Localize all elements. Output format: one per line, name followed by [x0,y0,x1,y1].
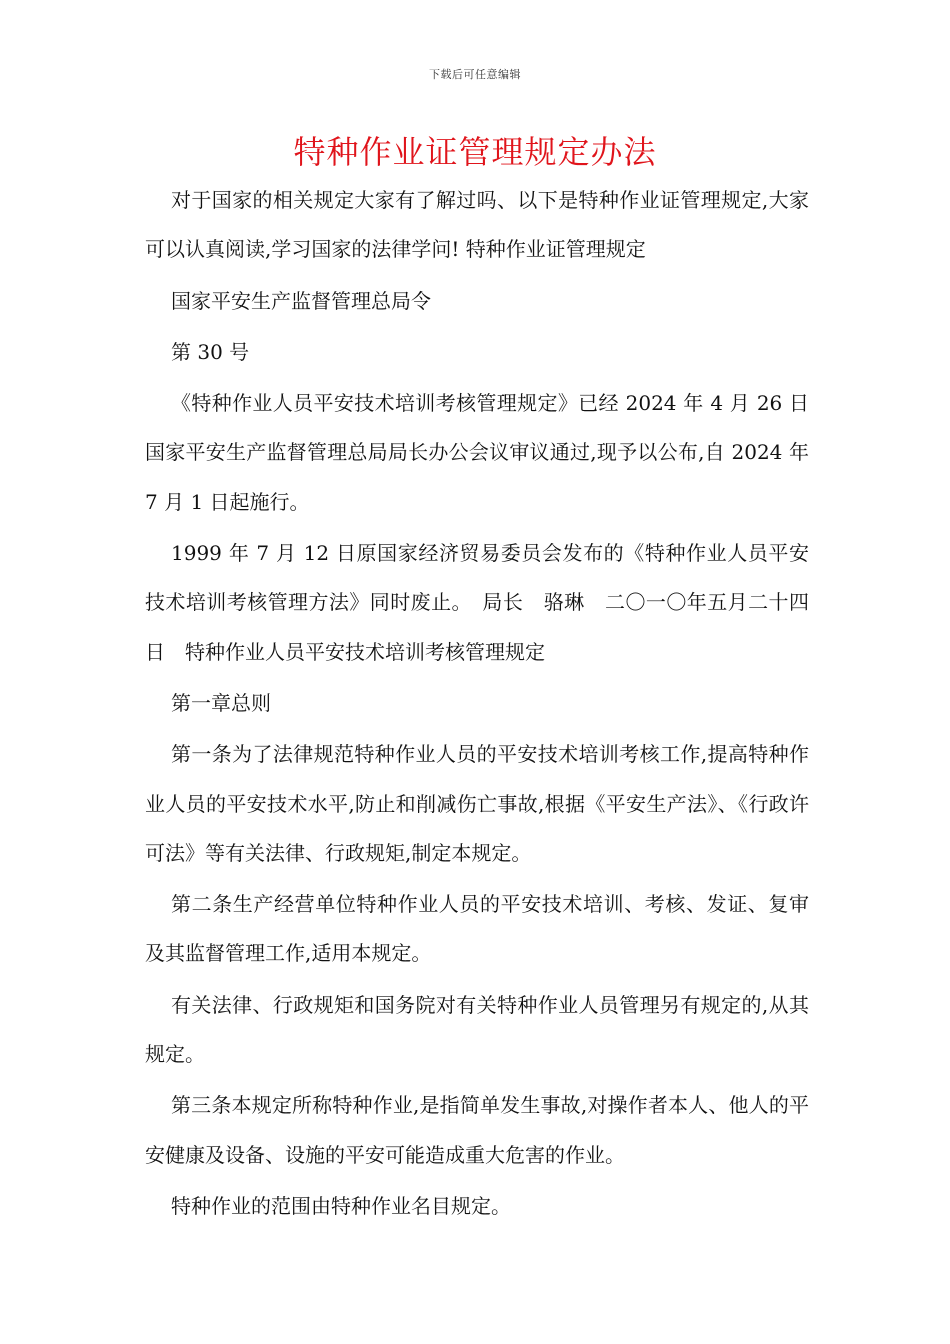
paragraph-promulgation: 《特种作业人员平安技术培训考核管理规定》已经 2024 年 4 月 26 日国家平安生产监督管理总局局长办公会议审议通过,现予以公布,自 2024 年 7 月 1 日起施行。 [145,391,809,514]
article-1: 第一条为了法律规范特种作业人员的平安技术培训考核工作,提高特种作业人员的平安技术水平,防止和削减伤亡事故,根据《平安生产法》、《行政许可法》等有关法律、行政规矩,制定本规定。 [145,742,809,865]
paragraph-issuer: 国家平安生产监督管理总局令 [171,288,431,313]
article-2: 第二条生产经营单位特种作业人员的平安技术培训、考核、发证、复审及其监督管理工作,适用本规定。 [145,892,809,966]
article-2-supplement: 有关法律、行政规矩和国务院对有关特种作业人员管理另有规定的,从其规定。 [145,992,809,1067]
paragraph-order-number: 第 30 号 [171,339,250,364]
header-note: 下载后可任意编辑 [429,68,521,81]
paragraph-intro: 对于国家的相关规定大家有了解过吗、以下是特种作业证管理规定,大家可以认真阅读,学习国家的法律学问! 特种作业证管理规定 [145,188,809,262]
document-title: 特种作业证管理规定办法 [293,133,657,171]
article-3-supplement: 特种作业的范围由特种作业名目规定。 [171,1193,511,1218]
article-3: 第三条本规定所称特种作业,是指简单发生事故,对操作者本人、他人的平安健康及设备、设施的平安可能造成重大危害的作业。 [145,1093,809,1167]
paragraph-repeal: 1999 年 7 月 12 日原国家经济贸易委员会发布的《特种作业人员平安技术培训考核管理方法》同时废止。 局长 骆琳 二〇一〇年五月二十四日 特种作业人员平安技术培训考核管理规定 [145,541,809,664]
document-body [145,176,809,1233]
chapter-heading: 第一章总则 [171,690,271,715]
